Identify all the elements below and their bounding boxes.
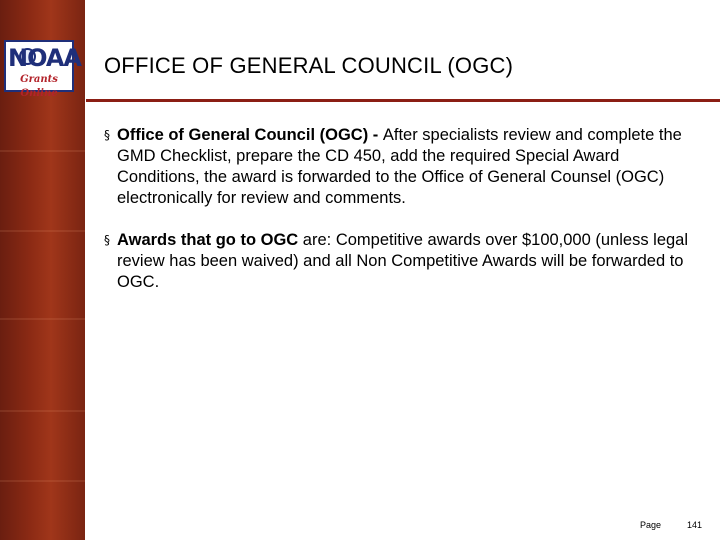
slide-title: OFFICE OF GENERAL COUNCIL (OGC) <box>104 53 514 78</box>
bullet-heading: Awards that go to OGC <box>117 231 303 249</box>
bullet-marker: § <box>104 128 110 142</box>
bullet-heading: Office of General Council (OGC) - <box>117 126 383 144</box>
bullet-text: are: Competitive awards over $100,000 (unless legal review has been waived) and all Non Competitive Awards will be forwarded to OGC. <box>117 231 689 291</box>
logo-name: NOAA <box>8 44 81 72</box>
title-divider <box>86 99 720 102</box>
bullet-text: After specialists review and complete the GMD Checklist, prepare the CD 450, add the required Special Award Conditions, the award is forwarded to the Office of General Counsel (OGC) electronically for review and comments. <box>117 126 682 207</box>
bullet-list <box>104 125 704 293</box>
bullet-item <box>104 125 704 209</box>
bullet-marker: § <box>104 233 110 247</box>
page-number: 141 <box>687 520 703 530</box>
bullet-item <box>104 230 704 293</box>
noaa-grants-online-logo <box>4 40 81 99</box>
logo-tagline: Grants Online <box>9 73 69 87</box>
page-label: Page <box>640 520 662 530</box>
